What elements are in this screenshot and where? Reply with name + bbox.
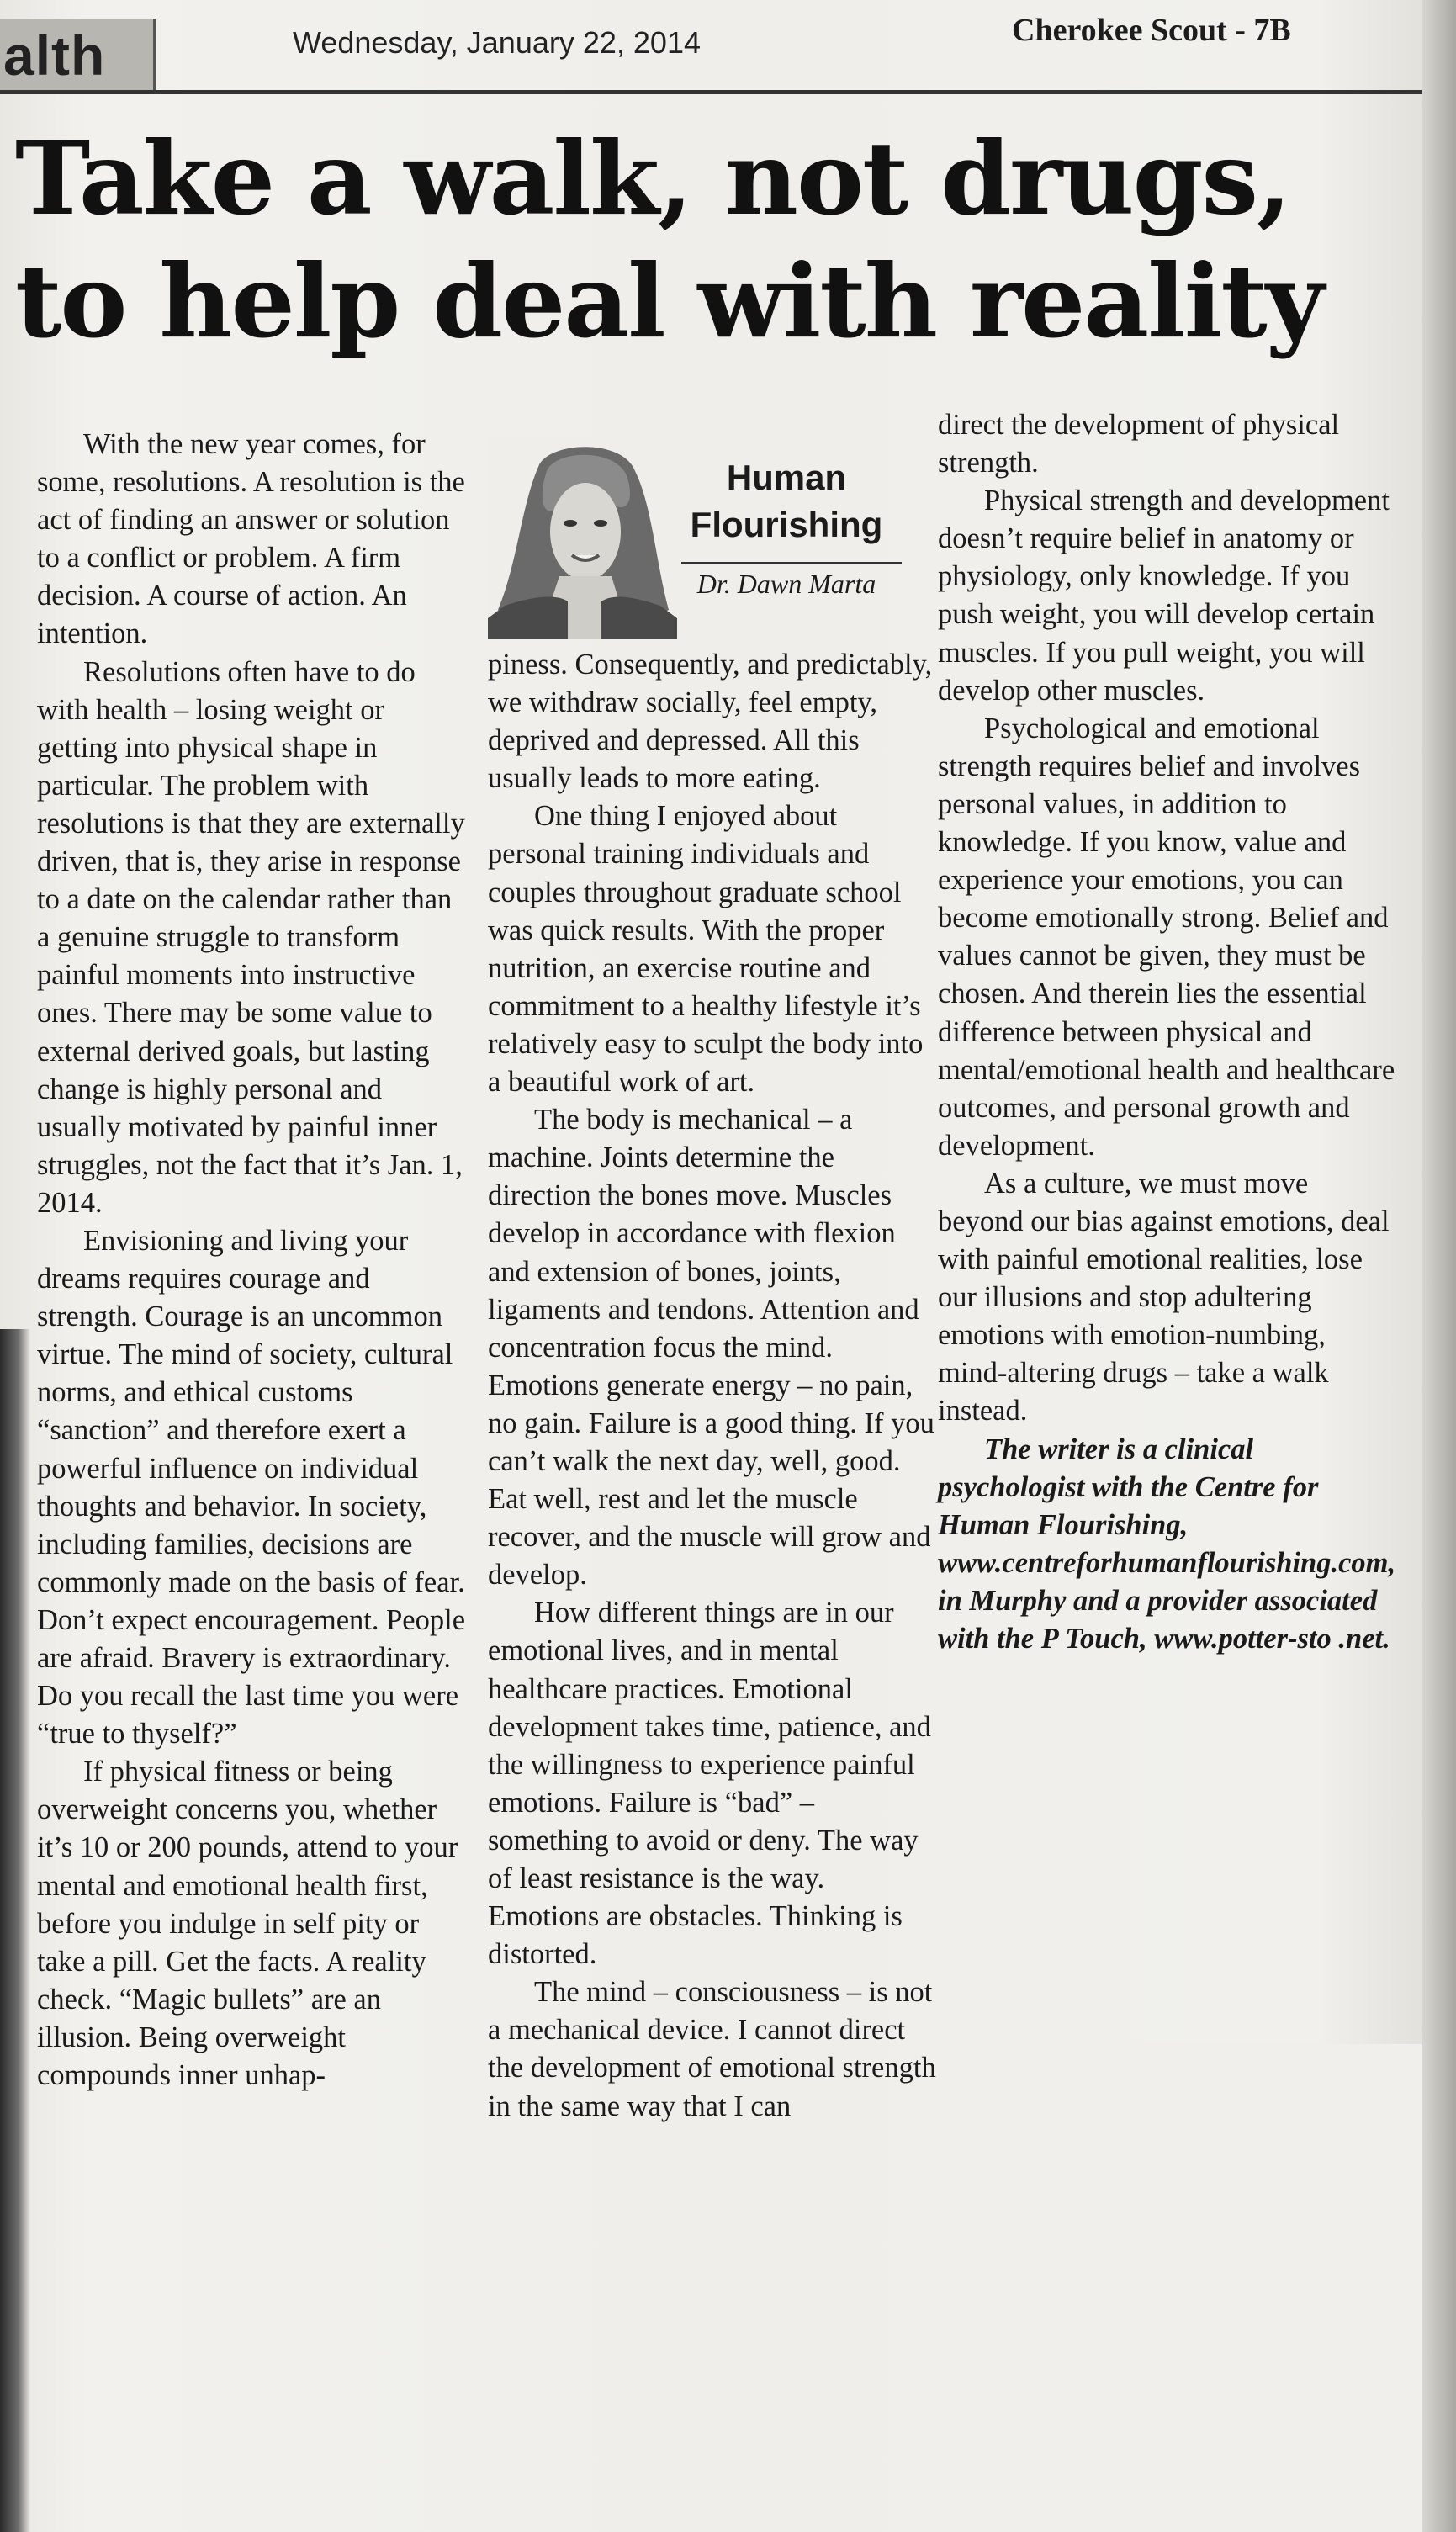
paragraph: With the new year comes, for some, resolutions. A resolution is the act of finding an answer or solution to a conflict or problem. A firm decision. A course of action. An intention. <box>37 428 465 650</box>
paragraph: direct the development of physical strength. <box>938 409 1340 479</box>
newspaper-name: Cherokee Scout - 7B <box>1012 13 1291 48</box>
author-portrait <box>488 437 677 639</box>
paragraph: Psychological and emotional strength requires belief and involves personal values, in addition to knowledge. If you know, value and experience your emotions, you can become emotionally strong. Belief and values cannot be given, they must be chosen. And therein lies the essential difference between physical and mental/emotional health and healthcare outcomes, and personal growth and development. <box>938 712 1395 1162</box>
dateline: Wednesday, January 22, 2014 <box>293 25 701 60</box>
byline: Dr. Dawn Marta <box>696 569 876 599</box>
column-title-line-1: Human <box>726 458 847 497</box>
column-title <box>673 454 900 548</box>
paragraph: Physical strength and development doesn’t require belief in anatomy or physiology, only knowledge. If you push weight, you will develop certain muscles. If you pull weight, you will develop other muscles. <box>938 485 1390 707</box>
paragraph: Resolutions often have to do with health – losing weight or getting into physical shape in particular. The problem with resolutions is that they are externally driven, that is, they arise in response to a date on the calendar rather than a genuine struggle to transform painful moments into instructive ones. There may be some value to external derived goals, but lasting change is highly personal and usually motivated by painful inner struggles, not the fact that it’s Jan. 1, 2014. <box>37 655 465 1219</box>
paragraph: The body is mechanical – a machine. Joints determine the direction the bones move. Muscles develop in accordance with flexion and extension of bones, joints, ligaments and tendons. Attention and concentration focus the mind. Emotions generate energy – no pain, no gain. Failure is a good thing. If you can’t walk the next day, well, good. Eat well, rest and let the muscle recover, and the muscle will grow and develop. <box>488 1104 934 1592</box>
headline-line-2: to help deal with reality <box>15 242 1323 361</box>
article-column-2 <box>488 646 942 2126</box>
header-rule <box>0 90 1422 94</box>
paragraph: If physical fitness or being overweight concerns you, whether it’s 10 or 200 pounds, attend to your mental and emotional health first, before you indulge in self pity or take a pill. Get the facts. A reality check. “Magic bullets” are an illusion. Being overweight compounds inner unhap- <box>37 1756 458 2092</box>
section-label: alth <box>3 24 106 87</box>
paragraph: piness. Consequently, and predictably, we withdraw socially, feel empty, deprived and depressed. All this usually leads to more eating. <box>488 649 933 795</box>
paragraph: One thing I enjoyed about personal training individuals and couples throughout graduate school was quick results. With the proper nutrition, an exercise routine and commitment to a healthy lifestyle it’s relatively easy to sculpt the body into a beautiful work of art. <box>488 800 924 1099</box>
blank-area <box>1047 2044 1422 2532</box>
author-tagline: The writer is a clinical psychologist with the Centre for Human Flourishing, www.centreforhumanflourishing.com, in Murphy and a provider associated with the P Touch, www.potter-sto .net. <box>938 1433 1396 1655</box>
paragraph: Envisioning and living your dreams requires courage and strength. Courage is an uncommon virtue. The mind of society, cultural norms, and ethical customs “sanction” and therefore exert a powerful influence on individual thoughts and behavior. In society, including families, decisions are commonly made on the basis of fear. Don’t expect encouragement. People are afraid. Bravery is extraordinary. Do you recall the last time you were “true to thyself?” <box>37 1224 466 1751</box>
headline-line-1: Take a walk, not drugs, <box>15 119 1290 238</box>
column-title-rule <box>681 562 902 564</box>
page-edge-shadow <box>1422 0 1456 2532</box>
article-column-1 <box>37 426 466 2095</box>
section-tab <box>0 19 156 93</box>
column-title-line-2: Flourishing <box>690 505 883 544</box>
paragraph: How different things are in our emotional lives, and in mental healthcare practices. Emotional development takes time, patience, and the willingness to experience painful emotions. Failure is “bad” – something to avoid or deny. The way of least resistance is the way. Emotions are obstacles. Thinking is distorted. <box>488 1597 931 1971</box>
binding-shadow <box>0 1329 30 2532</box>
article-column-3 <box>938 406 1396 1658</box>
page-header <box>0 0 1422 87</box>
paragraph: The mind – consciousness – is not a mechanical device. I cannot direct the development of emotional strength in the same way that I can <box>488 1976 936 2122</box>
paragraph: As a culture, we must move beyond our bias against emotions, deal with painful emotional realities, lose our illusions and stop adultering emotions with emotion-numbing, mind-altering drugs – take a walk instead. <box>938 1167 1390 1428</box>
headline <box>15 118 1411 363</box>
